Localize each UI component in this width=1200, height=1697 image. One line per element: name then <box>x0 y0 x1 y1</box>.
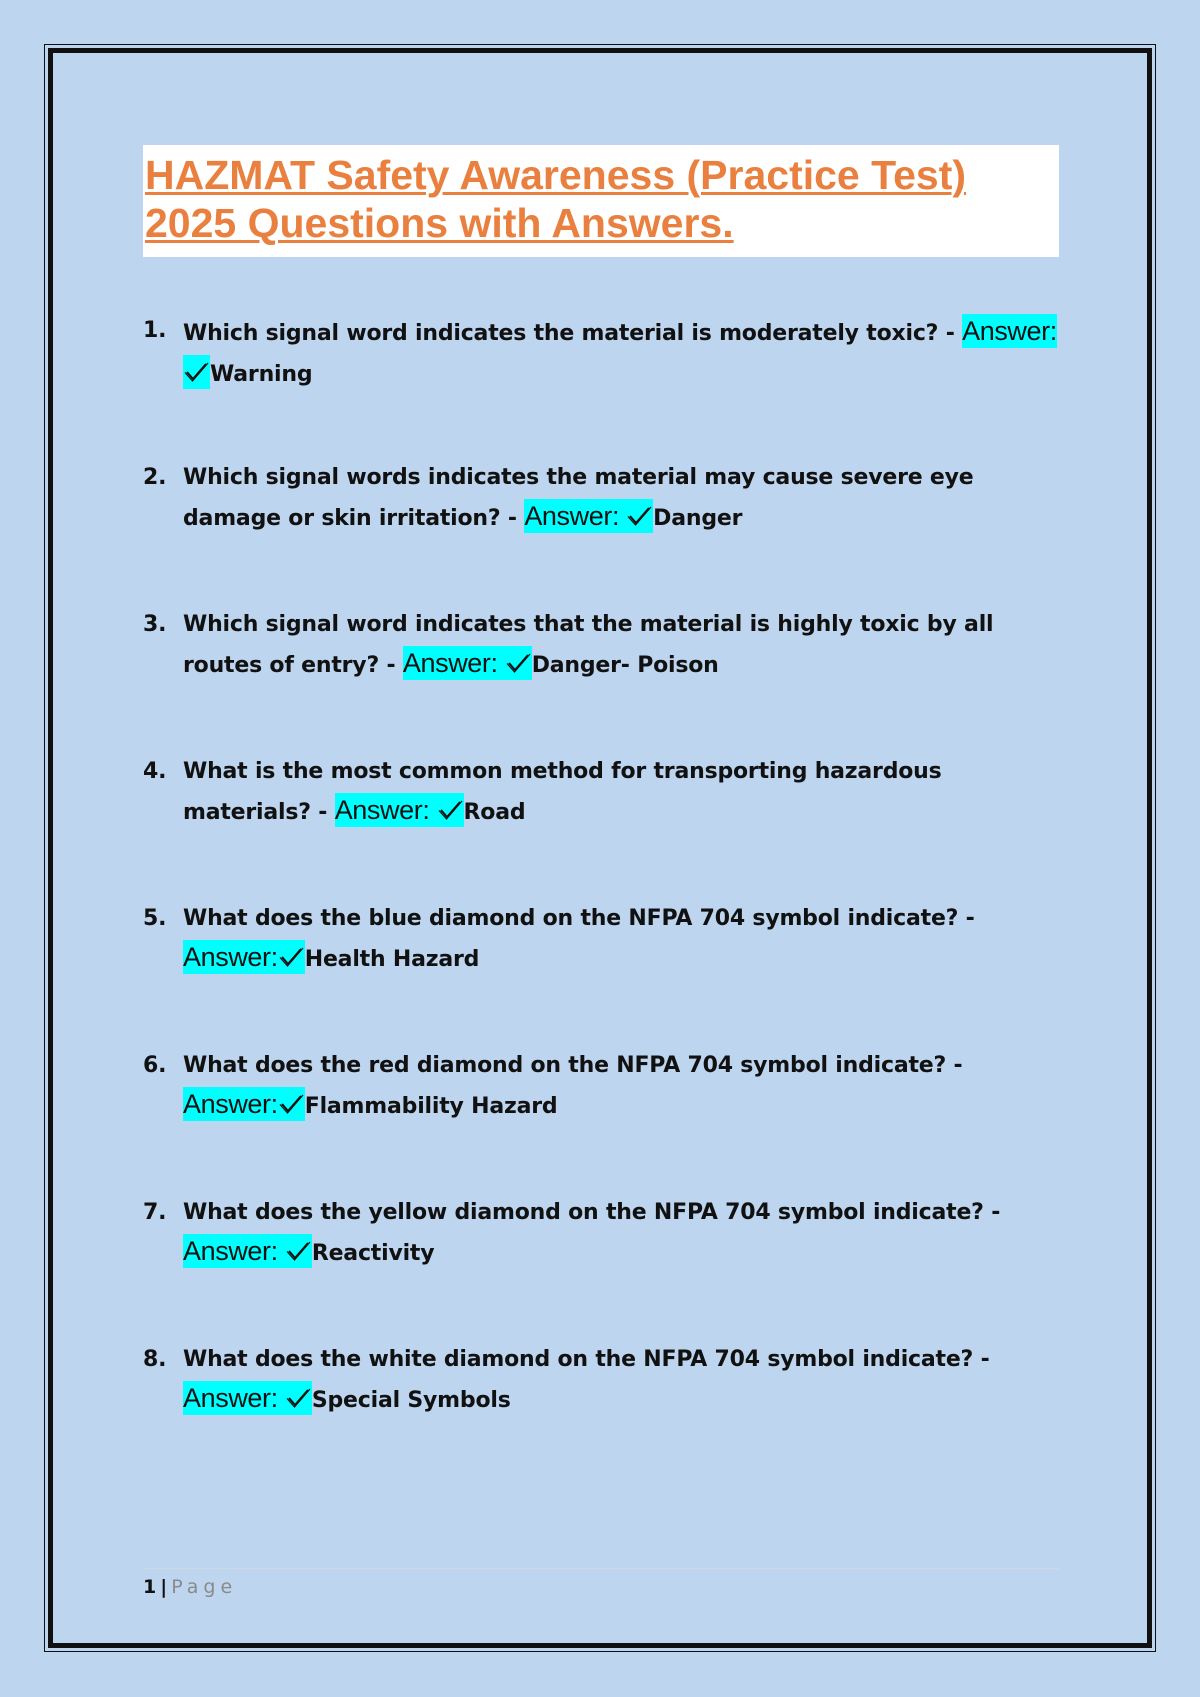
answer-label: Answer: <box>524 501 620 531</box>
page-number: 1 <box>143 1576 157 1598</box>
document-title: HAZMAT Safety Awareness (Practice Test) 2025 Questions with Answers. <box>145 152 967 246</box>
question-number: 2. <box>143 465 167 490</box>
question-item <box>143 312 1063 459</box>
answer-highlight <box>183 1087 305 1121</box>
question-text: What does the yellow diamond on the NFPA 704 symbol indicate? - <box>183 1200 1001 1225</box>
title-box <box>143 145 1059 257</box>
check-icon <box>183 360 210 384</box>
question-item <box>143 459 1063 606</box>
answer-highlight <box>183 940 305 974</box>
question-item <box>143 900 1063 1047</box>
question-item <box>143 606 1063 753</box>
answer-highlight <box>183 1381 312 1415</box>
answer-highlight <box>183 1234 312 1268</box>
question-number: 6. <box>143 1053 167 1078</box>
check-icon <box>278 945 305 969</box>
question-item <box>143 1194 1063 1341</box>
answer-highlight <box>524 499 653 533</box>
question-number: 3. <box>143 612 167 637</box>
check-icon <box>278 1092 305 1116</box>
question-item <box>143 1047 1063 1194</box>
answer-text: Danger- Poison <box>531 653 719 678</box>
answer-label: Answer: <box>183 1089 278 1119</box>
check-icon <box>437 798 464 822</box>
question-list <box>143 312 1063 1488</box>
question-text: What does the white diamond on the NFPA 704 symbol indicate? - <box>183 1347 990 1372</box>
answer-text: Warning <box>210 362 313 387</box>
page-label: Page <box>171 1576 238 1598</box>
answer-label: Answer: <box>183 942 278 972</box>
question-text: What does the red diamond on the NFPA 704 symbol indicate? - <box>183 1053 963 1078</box>
question-text: What does the blue diamond on the NFPA 704 symbol indicate? - <box>183 906 975 931</box>
answer-label: Answer: <box>183 1236 278 1266</box>
answer-label: Answer: <box>183 1383 278 1413</box>
check-icon <box>285 1386 312 1410</box>
answer-label: Answer: <box>334 795 430 825</box>
question-text: Which signal word indicates that the material is highly toxic by all routes of entry? - <box>183 612 994 678</box>
question-item <box>143 1341 1063 1488</box>
check-icon <box>505 651 532 675</box>
page-footer <box>143 1574 237 1600</box>
answer-highlight <box>335 793 464 827</box>
answer-text: Special Symbols <box>311 1388 511 1413</box>
question-text: What is the most common method for transporting hazardous materials? - <box>183 759 942 825</box>
answer-highlight <box>403 646 532 680</box>
question-text: Which signal word indicates the material is moderately toxic? - <box>183 321 955 346</box>
question-number: 1. <box>143 318 167 343</box>
check-icon <box>285 1239 312 1263</box>
question-number: 7. <box>143 1200 167 1225</box>
answer-text: Flammability Hazard <box>304 1094 558 1119</box>
question-number: 4. <box>143 759 167 784</box>
question-number: 8. <box>143 1347 167 1372</box>
question-item <box>143 753 1063 900</box>
answer-text: Danger <box>653 506 743 531</box>
answer-text: Road <box>463 800 526 825</box>
footer-divider <box>143 1568 1059 1569</box>
question-text: Which signal words indicates the material may cause severe eye damage or skin irritation? - <box>183 465 974 531</box>
answer-label: Answer: <box>402 648 498 678</box>
answer-text: Reactivity <box>311 1241 435 1266</box>
footer-separator: | <box>160 1576 168 1598</box>
answer-label: Answer: <box>962 316 1057 346</box>
answer-text: Health Hazard <box>304 947 480 972</box>
question-number: 5. <box>143 906 167 931</box>
check-icon <box>626 504 653 528</box>
